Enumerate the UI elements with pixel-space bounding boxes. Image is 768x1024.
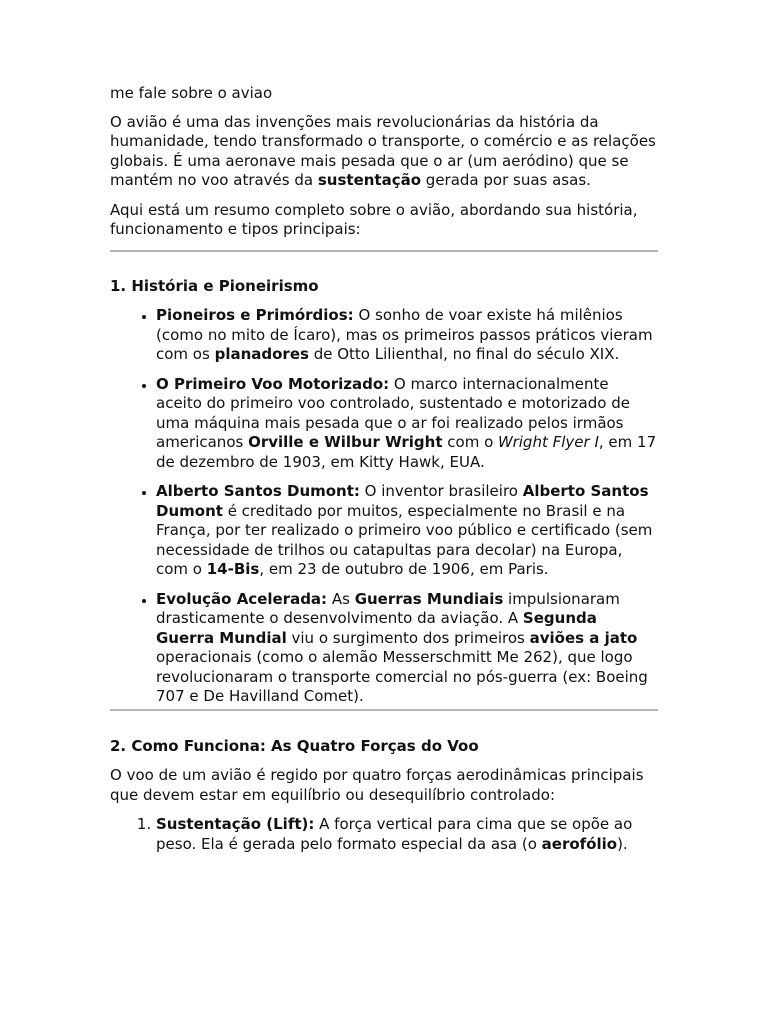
item-text: O marco internacionalmente aceito do primeiro voo controlado, sustentado e motorizado de uma máquina mais pesada que o ar foi realizado pelos irmãos americanos bbox=[156, 374, 630, 451]
item-text: de Otto Lilienthal, no final do século XIX. bbox=[308, 345, 620, 363]
item-bold: planadores bbox=[214, 345, 309, 363]
item-italic: Wright Flyer I bbox=[498, 433, 599, 451]
list-item bbox=[156, 306, 658, 365]
intro-bold: sustentação bbox=[317, 171, 422, 189]
item-text: operacionais (como o alemão Messerschmitt Me 262), que logo revolucionaram o transporte comercial no pós-guerra (ex: Boeing 707 e De Havilland Comet). bbox=[156, 648, 648, 705]
history-list bbox=[110, 306, 658, 707]
item-text: A força vertical para cima que se opõe ao peso. Ela é gerada pelo formato especial da asa (o bbox=[156, 815, 633, 853]
divider bbox=[110, 250, 658, 252]
item-bold: Orville e Wilbur Wright bbox=[248, 433, 443, 451]
forces-intro: O voo de um avião é regido por quatro forças aerodinâmicas principais que devem estar em equilíbrio ou desequilíbrio controlado: bbox=[110, 766, 644, 804]
item-bold: Alberto Santos Dumont bbox=[156, 482, 649, 520]
item-title: Sustentação (Lift): bbox=[156, 815, 315, 833]
item-text: As bbox=[327, 589, 355, 608]
item-text: , em 23 de outubro de 1906, em Paris. bbox=[259, 560, 549, 578]
item-text: ). bbox=[617, 834, 628, 853]
section-heading-forces: 2. Como Funciona: As Quatro Forças do Voo bbox=[110, 736, 479, 755]
list-item bbox=[156, 590, 658, 707]
item-text: com o bbox=[442, 433, 499, 451]
item-title: Evolução Acelerada: bbox=[156, 589, 328, 608]
item-text: impulsionaram drasticamente o desenvolvimento da aviação. A bbox=[156, 589, 620, 627]
item-bold: Guerras Mundiais bbox=[354, 589, 504, 608]
list-item bbox=[156, 482, 658, 580]
item-bold: aerofólio bbox=[541, 834, 618, 853]
item-bold: 14-Bis bbox=[206, 560, 260, 578]
divider bbox=[110, 709, 658, 711]
list-item bbox=[156, 375, 658, 473]
intro-paragraph-1 bbox=[110, 113, 658, 191]
item-bold: Segunda Guerra Mundial bbox=[156, 609, 597, 647]
item-title: O Primeiro Voo Motorizado: bbox=[156, 374, 390, 393]
item-text: O sonho de voar existe há milênios (como no mito de Ícaro), mas os primeiros passos práticos vieram com os bbox=[156, 306, 653, 363]
user-prompt: me fale sobre o aviao bbox=[110, 84, 273, 102]
item-text: é creditado por muitos, especialmente no Brasil e na França, por ter realizado o primeiro voo público e certificado (sem necessidade de trilhos ou catapultas para decolar) na Europa, com o bbox=[156, 501, 653, 578]
item-title: Alberto Santos Dumont: bbox=[156, 482, 360, 500]
item-text: , em 17 de dezembro de 1903, em Kitty Hawk, EUA. bbox=[156, 433, 657, 471]
item-bold: aviões a jato bbox=[529, 628, 638, 647]
intro-text: gerada por suas asas. bbox=[421, 171, 591, 189]
item-text: viu o surgimento dos primeiros bbox=[286, 628, 530, 647]
item-text: O inventor brasileiro bbox=[359, 482, 523, 500]
list-item bbox=[156, 815, 658, 854]
intro-paragraph-2: Aqui está um resumo completo sobre o avião, abordando sua história, funcionamento e tipos principais: bbox=[110, 200, 638, 238]
forces-list bbox=[110, 815, 658, 854]
section-heading-history: 1. História e Pioneirismo bbox=[110, 276, 319, 295]
document-content bbox=[110, 84, 658, 854]
item-title: Pioneiros e Primórdios: bbox=[156, 306, 354, 324]
intro-text: O avião é uma das invenções mais revolucionárias da história da humanidade, tendo transformado o transporte, o comércio e as relações globais. É uma aeronave mais pesada que o ar (um aeródino) que se mantém no voo através da bbox=[110, 112, 656, 189]
